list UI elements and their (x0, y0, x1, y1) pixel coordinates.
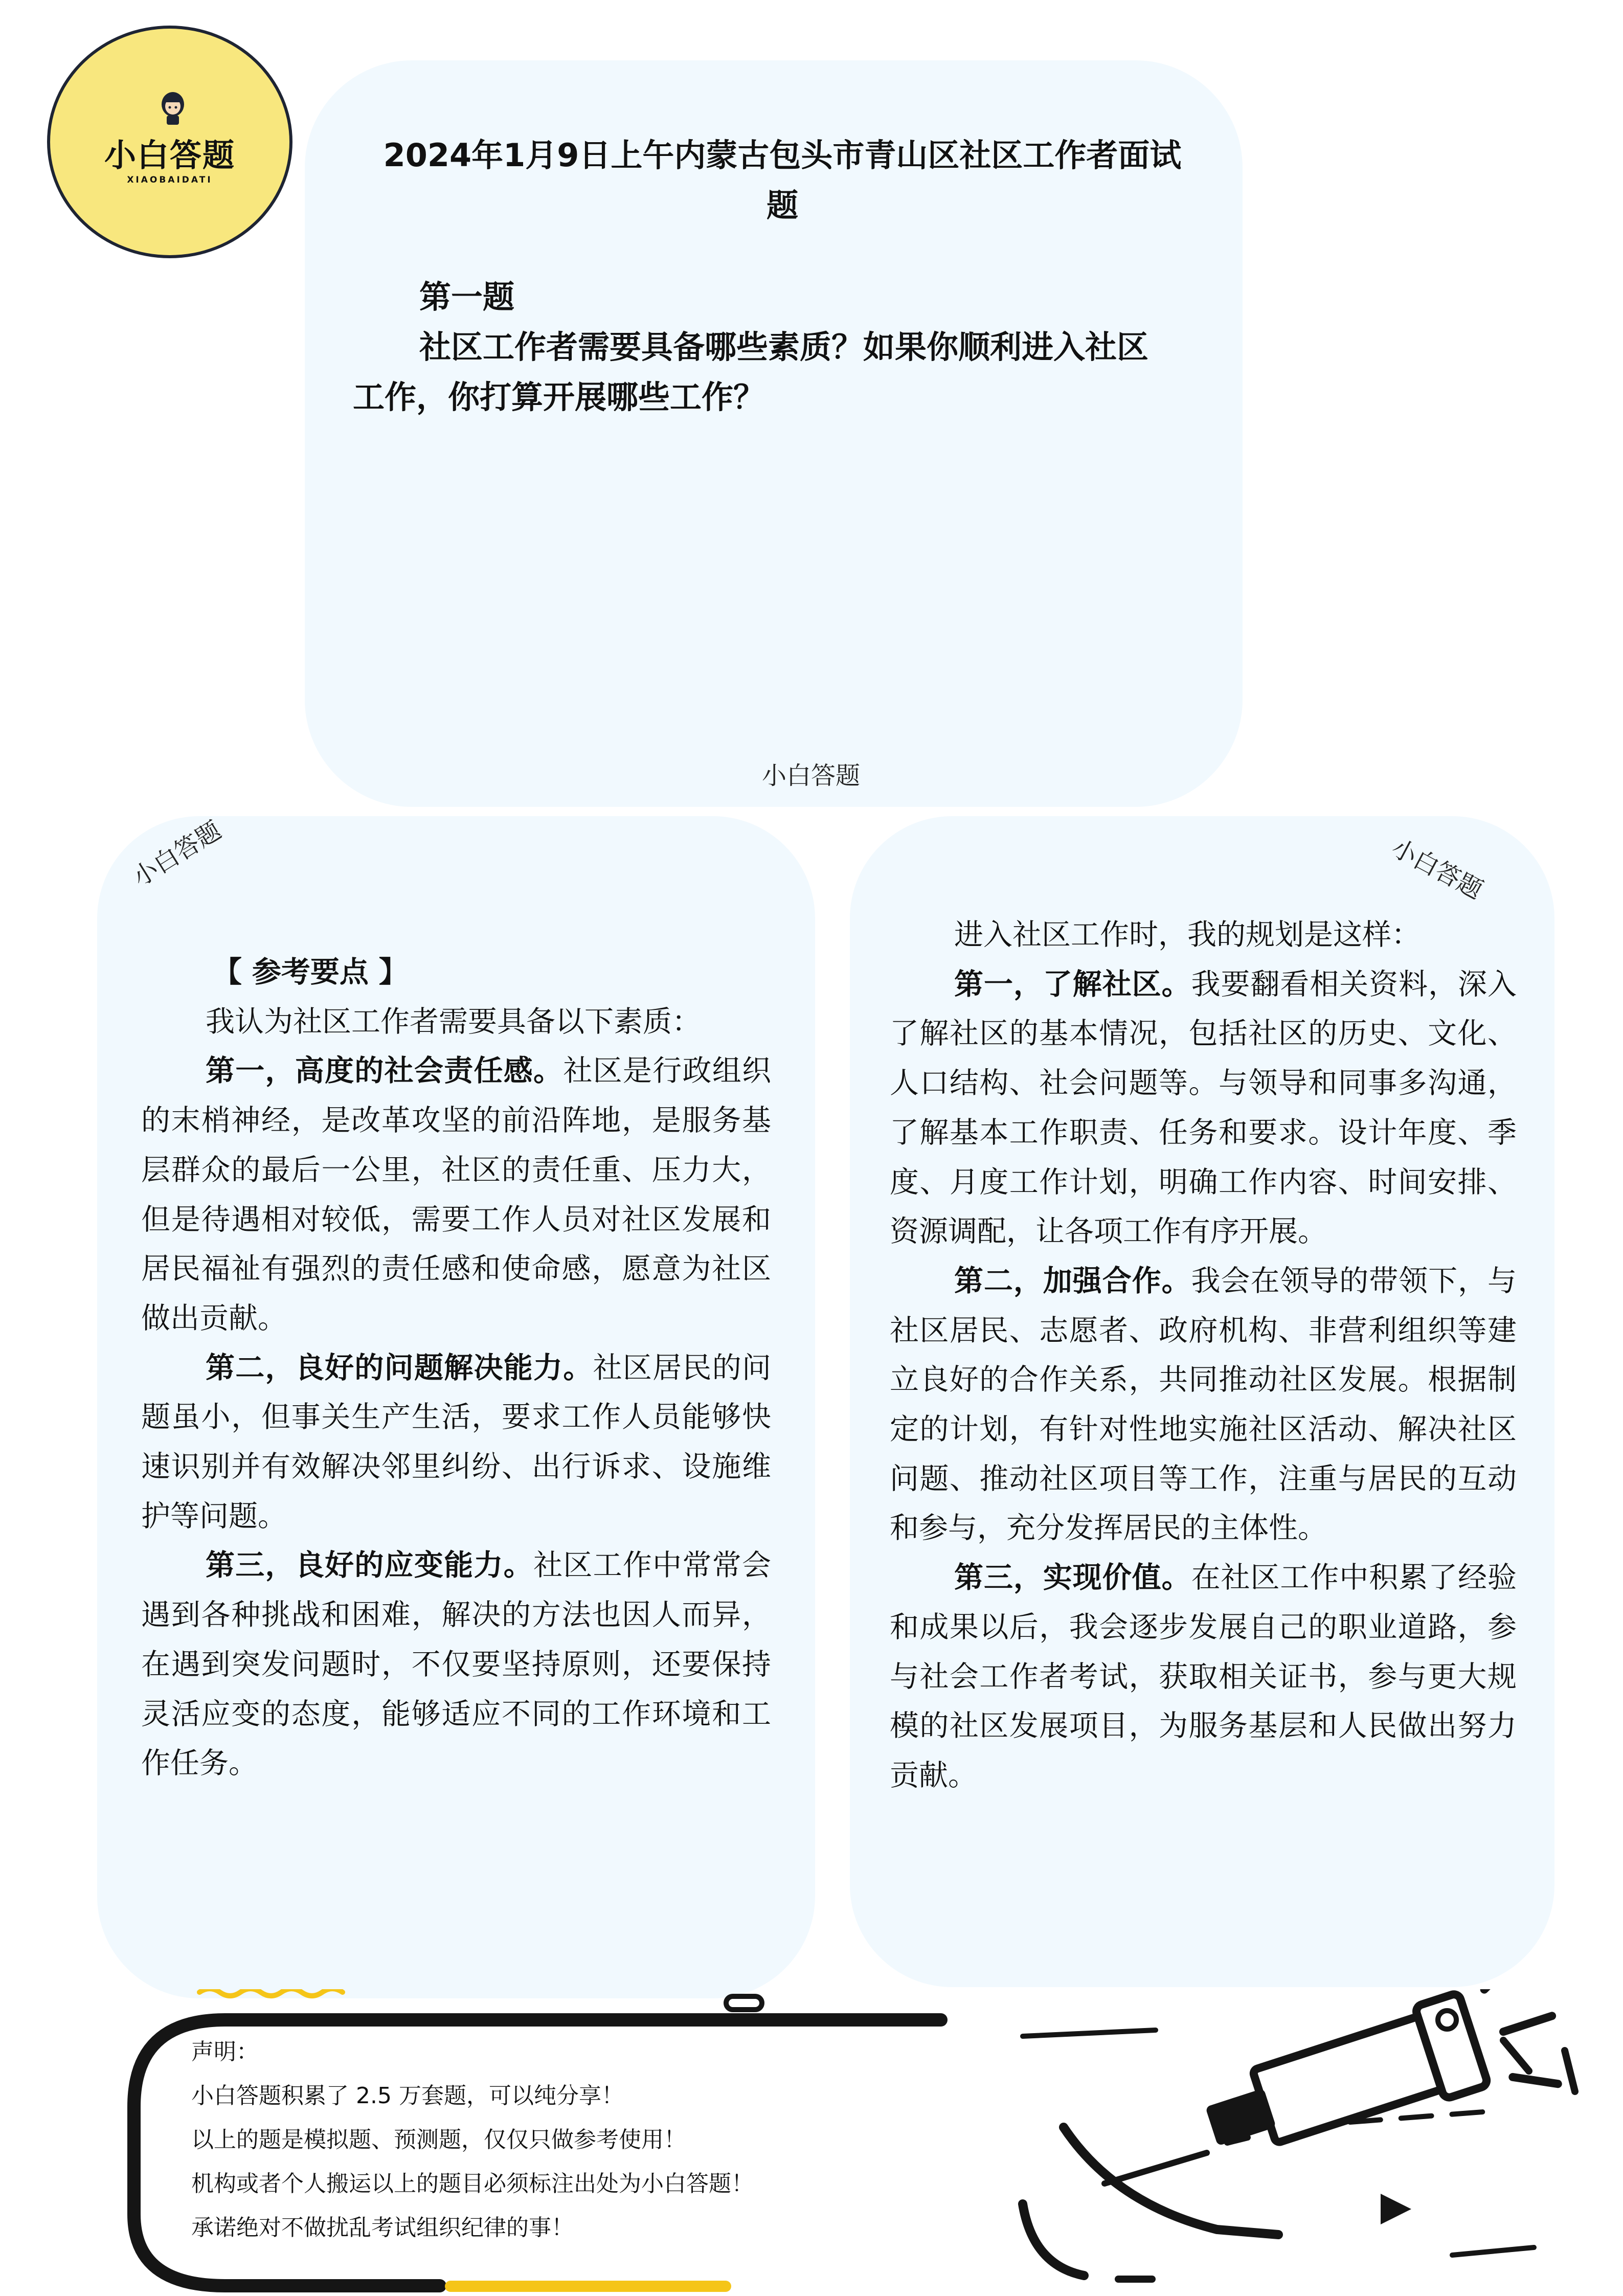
right-point-3-title: 第三，实现价值。 (954, 1561, 1191, 1595)
left-point-2-title: 第二，良好的问题解决能力。 (206, 1350, 593, 1385)
right-point-2-text: 我会在领导的带领下，与社区居民、志愿者、政府机构、非营利组织等建立良好的合作关系，共同推动社区发展。根据制定的计划，有针对性地实施社区活动、解决社区问题、推动社区项目等工作，注重与居民的互动和参与，充分发挥居民的主体性。 (890, 1264, 1517, 1545)
disclaimer (191, 2030, 754, 2250)
left-point-3-title: 第三，良好的应变能力。 (206, 1548, 534, 1583)
right-point-1-text: 我要翻看相关资料，深入了解社区的基本情况，包括社区的历史、文化、人口结构、社会问题等。与领导和同事多沟通，了解基本工作职责、任务和要求。设计年度、季度、月度工作计划，明确工作内容、时间安排、资源调配，让各项工作有序开展。 (890, 967, 1517, 1249)
left-point-1-title: 第一，高度的社会责任感。 (206, 1054, 563, 1088)
disclaimer-line-3: 机构或者个人搬运以上的题目必须标注出处为小白答题！ (191, 2171, 754, 2197)
logo-pinyin-text: XIAOBAIDATI (127, 175, 213, 185)
page-title (348, 130, 1217, 231)
question-line-1: 社区工作者需要具备哪些素质？如果你顺利进入社区 (419, 328, 1149, 366)
answer-left-text (141, 948, 771, 1788)
watermark-right: 小白答题 (1387, 833, 1487, 905)
disclaimer-line-2: 以上的题是模拟题、预测题，仅仅只做参考使用！ (191, 2127, 686, 2153)
disclaimer-line-1: 小白答题积累了 2.5 万套题，可以纯分享！ (191, 2083, 624, 2109)
title-line-2: 题 (766, 187, 798, 224)
question-line-2: 工作，你打算开展哪些工作？ (353, 378, 765, 416)
girl-avatar-icon (157, 89, 188, 126)
right-point-2-title: 第二，加强合作。 (954, 1264, 1191, 1298)
right-intro: 进入社区工作时，我的规划是这样： (954, 918, 1421, 952)
left-point-3-text: 社区工作中常常会遇到各种挑战和困难，解决的方法也因人而异，在遇到突发问题时，不仅要坚持原则，还要保持灵活应变的态度，能够适应不同的工作环境和工作任务。 (141, 1548, 772, 1781)
question-label: 第一题 (419, 278, 515, 316)
right-paragraph-1 (890, 960, 1517, 1256)
left-paragraph-3 (141, 1541, 771, 1788)
logo-brand-text: 小白答题 (104, 137, 235, 174)
right-paragraph-3 (890, 1553, 1517, 1800)
left-point-2-text: 社区居民的问题虽小，但事关生产生活，要求工作人员能够快速识别并有效解决邻里纠纷、出行诉求、设施维护等问题。 (141, 1350, 772, 1533)
disclaimer-title: 声明： (191, 2039, 259, 2065)
right-point-1-title: 第一，了解社区。 (954, 967, 1191, 1001)
title-line-1: 2024年1月9日上午内蒙古包头市青山区社区工作者面试 (383, 137, 1182, 174)
answer-right-text (890, 910, 1517, 1800)
right-point-3-text: 在社区工作中积累了经验和成果以后，我会逐步发展自己的职业道路，参与社会工作者考试，获取相关证书，参与更大规模的社区发展项目，为服务基层和人民做出努力贡献。 (890, 1561, 1517, 1792)
left-paragraph-1 (141, 1046, 771, 1343)
right-paragraph-2 (890, 1256, 1517, 1553)
question-block (353, 272, 1202, 422)
logo (47, 26, 292, 258)
watermark-left: 小白答题 (127, 816, 227, 892)
reference-heading: 【 参考要点 】 (213, 955, 408, 989)
watermark-top: 小白答题 (762, 761, 861, 790)
left-point-1-text: 社区是行政组织的末梢神经，是改革攻坚的前沿阵地，是服务基层群众的最后一公里，社区的责任重、压力大，但是待遇相对较低，需要工作人员对社区发展和居民福祉有强烈的责任感和使命感，愿意为社区做出贡献。 (141, 1054, 772, 1335)
left-paragraph-2 (141, 1343, 771, 1541)
left-intro: 我认为社区工作者需要具备以下素质： (206, 1004, 701, 1039)
disclaimer-line-4: 承诺绝对不做扰乱考试组织纪律的事！ (191, 2215, 574, 2241)
